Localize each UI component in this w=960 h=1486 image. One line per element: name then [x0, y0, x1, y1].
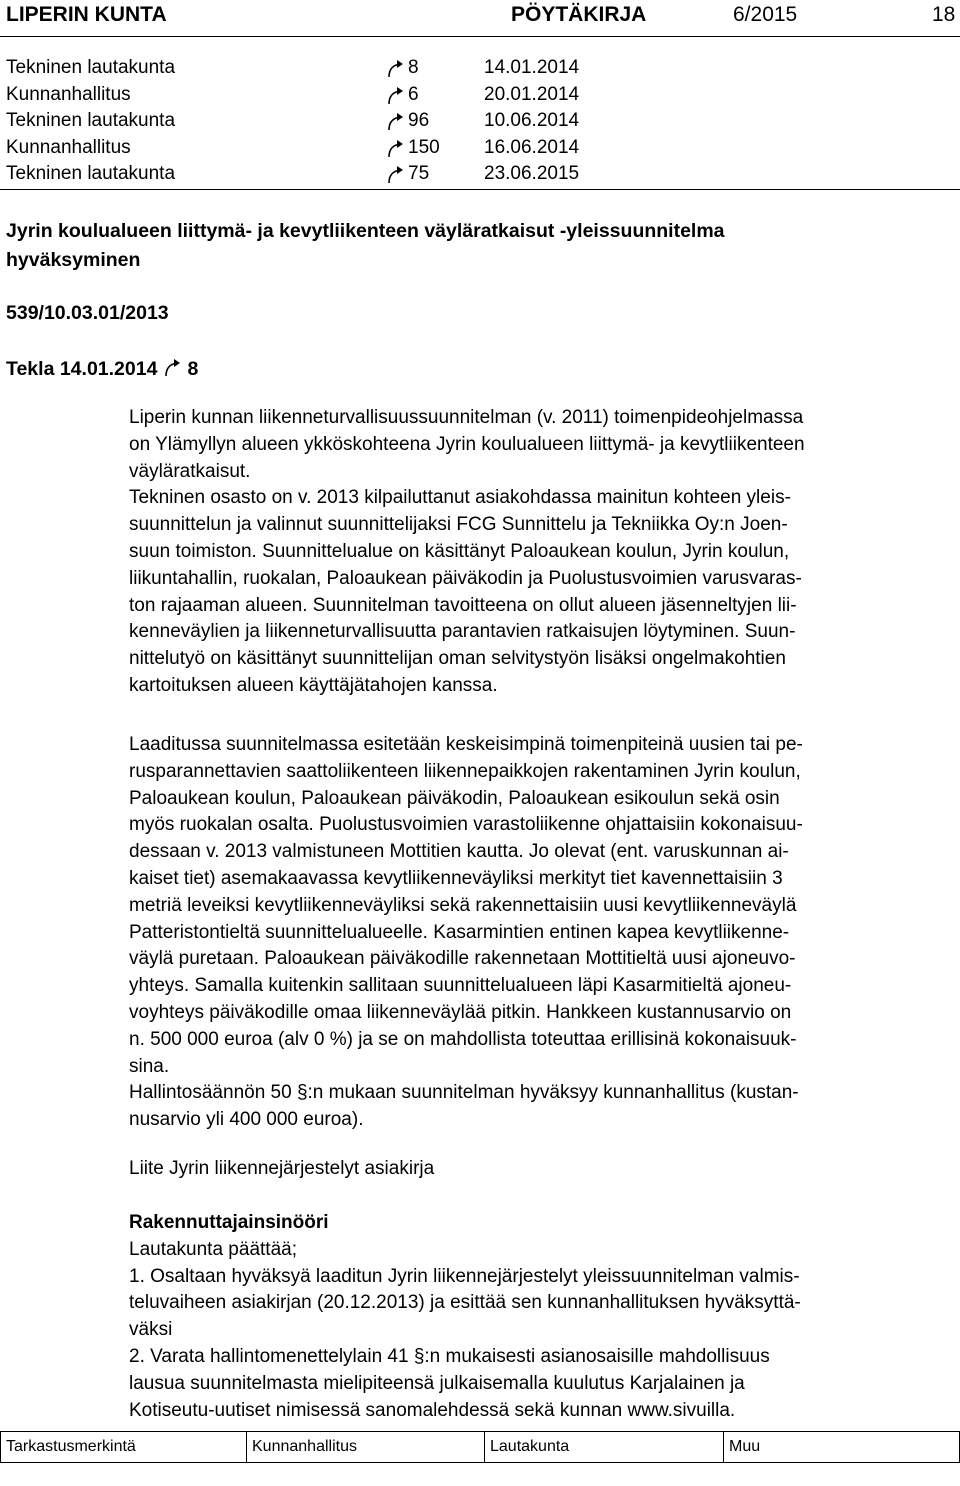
- curved-arrow-icon: [386, 112, 406, 132]
- text-line: 1. Osaltaan hyväksyä laaditun Jyrin liikennejärjestelyt yleissuunnitelman valmis-: [129, 1265, 800, 1287]
- history-divider: [0, 189, 960, 190]
- agenda-title: [6, 217, 906, 275]
- decision-section: [129, 1210, 955, 1424]
- title-line: hyväksyminen: [6, 249, 141, 271]
- page-number: 18: [932, 3, 956, 26]
- text-line: liikuntahallin, ruokalan, Paloaukean päiväkodin ja Puolustusvoimien varusvaras-: [129, 567, 802, 589]
- text-line: Laaditussa suunnitelmassa esitetään keskeisimpinä toimenpiteinä uusien tai pe-: [129, 734, 803, 755]
- previous-handling: [6, 355, 198, 384]
- text-line: suun toimiston. Suunnittelualue on käsittänyt Paloaukean koulun, Jyrin koulun,: [129, 540, 790, 562]
- text-line: rusparannettavien saattoliikenteen liikennepaikkojen rakentaminen Jyrin koulun,: [129, 760, 801, 782]
- history-number: 8: [408, 57, 419, 78]
- curved-arrow-icon: [386, 86, 406, 106]
- curved-arrow-icon: [386, 59, 406, 79]
- text-line: nusarvio yli 400 000 euroa).: [129, 1109, 364, 1131]
- text-line: ton rajaaman alueen. Suunnitelman tavoitteena on ollut alueen jäsenneltyjen lii-: [129, 594, 797, 616]
- text-line: Paloaukean koulun, Paloaukean päiväkodin, Paloaukean esikoulun sekä osin: [129, 787, 780, 809]
- municipality-name: LIPERIN KUNTA: [6, 3, 167, 26]
- text-line: on Ylämyllyn alueen ykköskohteena Jyrin koulualueen liittymä- ja kevytliikenteen: [129, 433, 805, 455]
- history-body: Tekninen lautakunta: [6, 110, 176, 132]
- history-date: 20.01.2014: [484, 83, 580, 105]
- curved-arrow-icon: [386, 139, 406, 159]
- curved-arrow-icon: [386, 165, 406, 185]
- text-line: voyhteys päiväkodille omaa liikenneväylää pitkin. Hankkeen kustannusarvio on: [129, 1001, 792, 1023]
- text-line: väyläratkaisut.: [129, 460, 251, 482]
- text-line: Kotiseutu-uutiset nimisessä sanomalehdessä sekä kunnan www.sivuilla.: [129, 1399, 736, 1421]
- history-body: Kunnanhallitus: [6, 83, 131, 105]
- history-date: 14.01.2014: [484, 57, 580, 78]
- text-line: metriä leveiksi kevytliikenneväyliksi sekä rakennettaisiin uusi kevytliikenneväylä: [129, 894, 797, 916]
- text-line: väylä puretaan. Paloaukean päiväkodille rakennetaan Mottitieltä uusi ajoneuvo-: [129, 948, 796, 970]
- background-paragraph: [129, 405, 955, 700]
- text-line: Liperin kunnan liikenneturvallisuussuunnitelman (v. 2011) toimenpideohjelmassa: [129, 407, 804, 428]
- history-number: 75: [408, 163, 430, 185]
- text-line: lausua suunnitelmasta mielipiteensä julkaisemalla kuulutus Karjalainen ja: [129, 1372, 745, 1394]
- previous-label: Tekla 14.01.2014: [6, 358, 158, 380]
- footer-table: [0, 1431, 960, 1463]
- text-line: dessaan v. 2013 valmistuneen Mottitien kautta. Jo olevat (ent. varuskunnan ai-: [129, 841, 789, 863]
- curved-arrow-icon: [163, 358, 183, 378]
- text-line: Lautakunta päättää;: [129, 1238, 297, 1260]
- text-line: n. 500 000 euroa (alv 0 %) ja se on mahdollista toteuttaa erillisinä kokonaisuuk-: [129, 1028, 797, 1050]
- previous-number: 8: [187, 358, 199, 380]
- text-line: väksi: [129, 1319, 173, 1341]
- history-date: 10.06.2014: [484, 110, 580, 132]
- attachment-line: Liite Jyrin liikennejärjestelyt asiakirja: [129, 1158, 435, 1179]
- history-body: Tekninen lautakunta: [6, 57, 176, 78]
- footer-cell-other: Muu: [729, 1438, 761, 1455]
- plan-paragraph: [129, 732, 955, 1134]
- history-number: 6: [408, 83, 419, 105]
- text-line: kartoituksen alueen käyttäjätahojen kanssa.: [129, 674, 498, 696]
- history-body: Kunnanhallitus: [6, 136, 131, 158]
- text-line: 2. Varata hallintomenettelylain 41 §:n mukaisesti asianosaisille mahdollisuus: [129, 1345, 770, 1367]
- history-number: 96: [408, 110, 430, 132]
- text-line: yhteys. Samalla kuitenkin sallitaan suunnittelualueen läpi Kasarmitieltä ajoneu-: [129, 975, 792, 997]
- text-line: nittelutyö on käsittänyt suunnittelijan oman selvitystyön lisäksi ongelmakohtien: [129, 648, 786, 670]
- title-line: Jyrin koulualueen liittymä- ja kevytliikenteen väyläratkaisut -yleissuunnitelma: [6, 220, 725, 242]
- text-line: sina.: [129, 1055, 170, 1077]
- history-number: 150: [408, 136, 440, 158]
- text-line: Patteristontieltä suunnittelualueelle. Kasarmintien entinen kapea kevytliikenne-: [129, 921, 790, 943]
- text-line: teluvaiheen asiakirjan (20.12.2013) ja esittää sen kunnanhallituksen hyväksyttä-: [129, 1292, 801, 1314]
- footer-cell-committee: Lautakunta: [485, 1432, 724, 1462]
- document-type: PÖYTÄKIRJA: [511, 3, 647, 26]
- history-body: Tekninen lautakunta: [6, 163, 176, 185]
- text-line: Tekninen osasto on v. 2013 kilpailuttanut asiakohdassa mainitun kohteen yleis-: [129, 487, 791, 509]
- issue-number: 6/2015: [733, 3, 798, 26]
- header-divider: [0, 36, 960, 37]
- text-line: Hallintosäännön 50 §:n mukaan suunnitelman hyväksyy kunnanhallitus (kustan-: [129, 1082, 799, 1104]
- text-line: myös ruokalan osalta. Puolustusvoimien varastoliikenne ohjattaisiin kokonaisuu-: [129, 814, 803, 836]
- history-date: 23.06.2015: [484, 163, 580, 185]
- text-line: kenneväylien ja liikenneturvallisuutta parantavien ratkaisujen löytyminen. Suun-: [129, 621, 796, 643]
- history-date: 16.06.2014: [484, 136, 580, 158]
- footer-cell-board: Kunnanhallitus: [247, 1432, 485, 1462]
- text-line: suunnittelun ja valinnut suunnittelijaksi FCG Sunnittelu ja Tekniikka Oy:n Joen-: [129, 514, 788, 536]
- footer-cell-inspection: Tarkastusmerkintä: [1, 1432, 247, 1462]
- text-line: kaiset tiet) asemakaavassa kevytliikenneväyliksi merkityt tiet kavennettaisiin 3: [129, 867, 783, 889]
- reference-number: 539/10.03.01/2013: [6, 302, 169, 324]
- proposer: Rakennuttajainsinööri: [129, 1212, 329, 1233]
